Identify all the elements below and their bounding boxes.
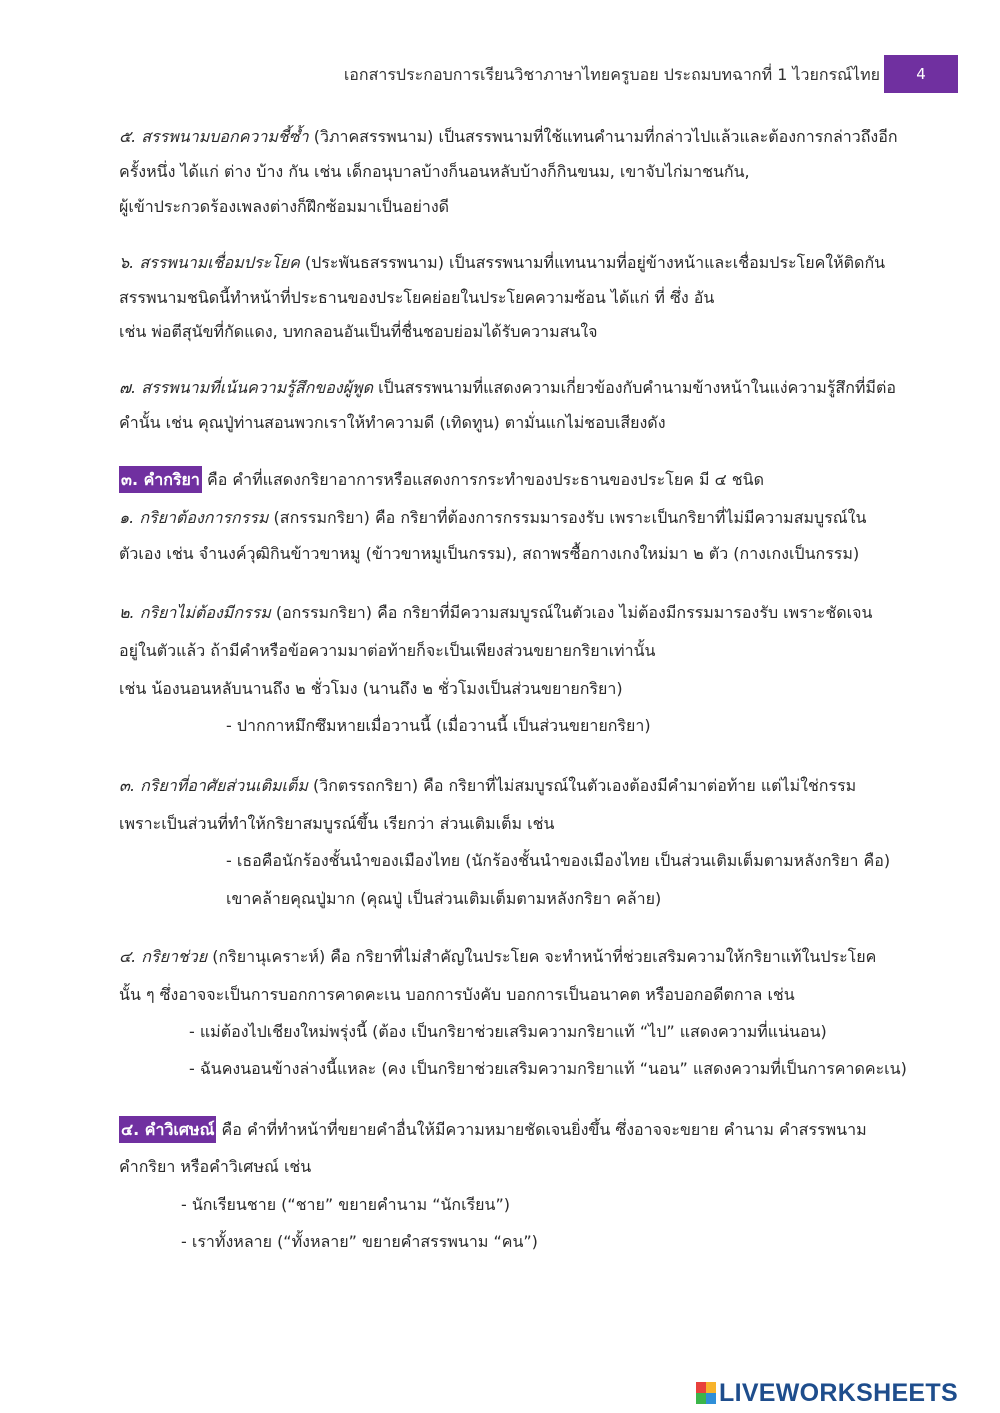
line-text: (วิภาคสรรพนาม) เป็นสรรพนามที่ใช้แทนคำนามที่กล่าวไปแล้วและต้องการกล่าวถึงอีก: [308, 127, 898, 146]
paragraph-line: [119, 776, 856, 796]
subheading: ๕. สรรพนามบอกความชี้ซ้ำ: [119, 127, 309, 146]
example-line: - นักเรียนชาย (“ชาย” ขยายคำนาม “นักเรียน”): [181, 1195, 511, 1214]
subheading: ๓. กริยาที่อาศัยส่วนเติมเต็ม: [119, 776, 308, 795]
paragraph-line: คำนั้น เช่น คุณปู่ท่านสอนพวกเราให้ทำความดี (เทิดทูน) ตามั่นแกไม่ชอบเสียงดัง: [119, 413, 666, 432]
example-line: - ปากกาหมึกซึมหายเมื่อวานนี้ (เมื่อวานนี้ เป็นส่วนขยายกริยา): [226, 716, 651, 735]
paragraph-line: เช่น พ่อตีสุนัขที่กัดแดง, บทกลอนอันเป็นที่ชื่นชอบย่อมได้รับความสนใจ: [119, 322, 598, 341]
section-heading-adverb: ๔. คำวิเศษณ์: [119, 1116, 216, 1143]
line-text: (สกรรมกริยา) คือ กริยาที่ต้องการกรรมมารองรับ เพราะเป็นกริยาที่ไม่มีความสมบูรณ์ใน: [268, 508, 867, 527]
example-line: - เราทั้งหลาย (“ทั้งหลาย” ขยายคำสรรพนาม “คน”): [181, 1232, 538, 1251]
paragraph-line: สรรพนามชนิดนี้ทำหน้าที่ประธานของประโยคย่อยในประโยคความซ้อน ได้แก่ ที่ ซึ่ง อัน: [119, 288, 715, 307]
paragraph-line: [119, 508, 866, 528]
paragraph-line: [119, 603, 872, 623]
subheading: ๒. กริยาไม่ต้องมีกรรม: [119, 603, 271, 622]
line-text: คือ คำที่แสดงกริยาอาการหรือแสดงการกระทำของประธานของประโยค มี ๔ ชนิด: [201, 470, 764, 489]
line-text: เป็นสรรพนามที่แสดงความเกี่ยวข้องกับคำนามข้างหน้าในแง่ความรู้สึกที่มีต่อ: [373, 378, 896, 397]
page-header: [0, 55, 1000, 93]
paragraph-line: นั้น ๆ ซึ่งอาจจะเป็นการบอกการคาดคะเน บอกการบังคับ บอกการเป็นอนาคต หรือบอกอดีตกาล เช่น: [119, 985, 795, 1004]
line-text: (ประพันธสรรพนาม) เป็นสรรพนามที่แทนนามที่อยู่ข้างหน้าและเชื่อมประโยคให้ติดกัน: [299, 253, 886, 272]
example-line: - ฉันคงนอนข้างล่างนี้แหละ (คง เป็นกริยาช่วยเสริมความกริยาแท้ “นอน” แสดงความที่เป็นการคาดคะเน): [189, 1059, 907, 1078]
paragraph-line: [119, 947, 876, 967]
example-line: - เธอคือนักร้องชั้นนำของเมืองไทย (นักร้องชั้นนำของเมืองไทย เป็นส่วนเติมเต็มตามหลังกริยา คือ): [226, 851, 891, 870]
logo-blocks-icon: [696, 1382, 716, 1404]
paragraph-line: [119, 253, 885, 273]
paragraph-line: คำกริยา หรือคำวิเศษณ์ เช่น: [119, 1157, 312, 1176]
line-text: (อกรรมกริยา) คือ กริยาที่มีความสมบูรณ์ในตัวเอง ไม่ต้องมีกรรมมารองรับ เพราะชัดเจน: [270, 603, 873, 622]
paragraph-line: เพราะเป็นส่วนที่ทำให้กริยาสมบูรณ์ขึ้น เรียกว่า ส่วนเติมเต็ม เช่น: [119, 814, 555, 833]
subheading: ๗. สรรพนามที่เน้นความรู้สึกของผู้พูด: [119, 378, 373, 397]
paragraph-line: ครั้งหนึ่ง ได้แก่ ต่าง บ้าง กัน เช่น เด็กอนุบาลบ้างก็นอนหลับบ้างก็กินขนม, เขาจับไก่มาชนกัน,: [119, 162, 750, 181]
page-number-badge: 4: [884, 55, 958, 93]
liveworksheets-logo[interactable]: [696, 1378, 958, 1408]
subheading: ๑. กริยาต้องการกรรม: [119, 508, 269, 527]
subheading: ๔. กริยาช่วย: [119, 947, 208, 966]
document-title: เอกสารประกอบการเรียนวิชาภาษาไทยครูบอย ประถมบทฉากที่ 1 ไวยกรณ์ไทย: [343, 65, 880, 84]
section-heading-verb: ๓. คำกริยา: [119, 466, 202, 493]
logo-text: LIVEWORKSHEETS: [719, 1378, 958, 1407]
paragraph-line: [119, 127, 898, 147]
paragraph-line: [119, 378, 896, 398]
example-line: - แม่ต้องไปเชียงใหม่พรุ่งนี้ (ต้อง เป็นกริยาช่วยเสริมความกริยาแท้ “ไป” แสดงความที่แน่นอน): [189, 1022, 827, 1041]
line-text: (กริยานุเคราะห์) คือ กริยาที่ไม่สำคัญในประโยค จะทำหน้าที่ช่วยเสริมความให้กริยาแท้ในประโยค: [207, 947, 877, 966]
line-text: คือ คำที่ทำหน้าที่ขยายคำอื่นให้มีความหมายชัดเจนยิ่งขึ้น ซึ่งอาจจะขยาย คำนาม คำสรรพนาม: [216, 1120, 867, 1139]
paragraph-line: เช่น น้องนอนหลับนานถึง ๒ ชั่วโมง (นานถึง ๒ ชั่วโมงเป็นส่วนขยายกริยา): [119, 679, 623, 698]
paragraph-line: ตัวเอง เช่น จำนงค์วุฒิกินข้าวขาหมู (ข้าวขาหมูเป็นกรรม), สถาพรซื้อกางเกงใหม่มา ๒ ตัว (กางเกงเป็นกรรม): [119, 544, 860, 563]
line-text: (วิกตรรถกริยา) คือ กริยาที่ไม่สมบูรณ์ในตัวเองต้องมีคำมาต่อท้าย แต่ไม่ใช่กรรม: [307, 776, 857, 795]
paragraph-line: [119, 1120, 867, 1140]
subheading: ๖. สรรพนามเชื่อมประโยค: [119, 253, 300, 272]
paragraph-line: [119, 470, 764, 490]
paragraph-line: ผู้เข้าประกวดร้องเพลงต่างก็ฝึกซ้อมมาเป็นอย่างดี: [119, 197, 450, 216]
example-line: เขาคล้ายคุณปู่มาก (คุณปู่ เป็นส่วนเติมเต็มตามหลังกริยา คล้าย): [226, 889, 662, 908]
paragraph-line: อยู่ในตัวแล้ว ถ้ามีคำหรือข้อความมาต่อท้ายก็จะเป็นเพียงส่วนขยายกริยาเท่านั้น: [119, 641, 656, 660]
